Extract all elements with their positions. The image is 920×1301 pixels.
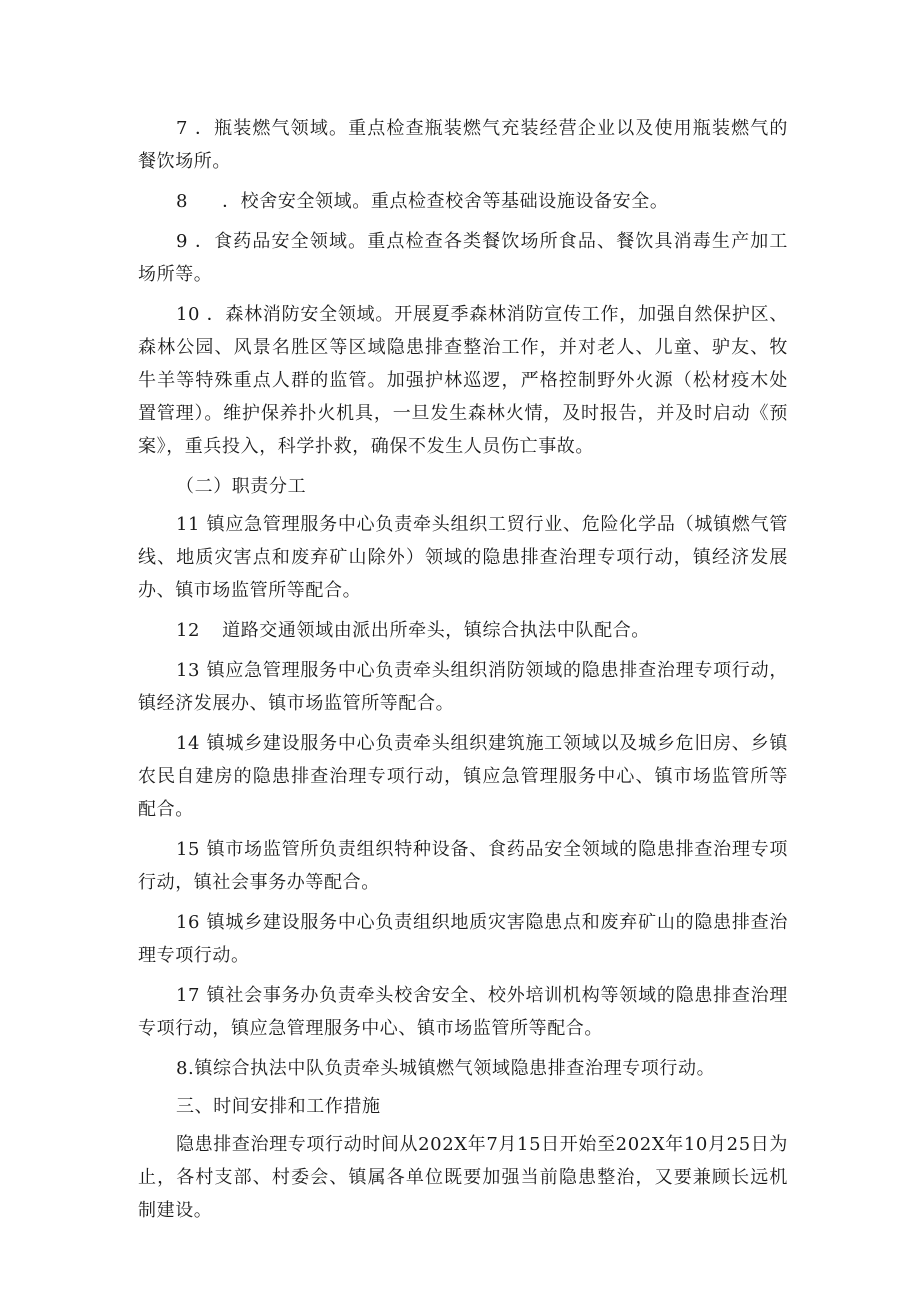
paragraph-text: 镇综合执法中队负责牵头城镇燃气领域隐患排查治理专项行动。 [194, 1058, 716, 1079]
paragraph-text: 镇市场监管所负责组织特种设备、食药品安全领域的隐患排查治理专项行动，镇社会事务办等配合。 [138, 839, 788, 893]
paragraph-item-14 [138, 727, 788, 826]
paragraph-number: 17 [176, 985, 201, 1006]
document-body [138, 112, 788, 1234]
paragraph-text: ．食药品安全领域。重点检查各类餐饮场所食品、餐饮具消毒生产加工场所等。 [138, 231, 788, 285]
section-heading-schedule [138, 1090, 788, 1123]
paragraph-text: ．瓶装燃气领域。重点检查瓶装燃气充装经营企业以及使用瓶装燃气的餐饮场所。 [138, 118, 788, 172]
paragraph-item-15 [138, 833, 788, 899]
paragraph-item-9 [138, 225, 788, 291]
paragraph-item-11 [138, 508, 788, 607]
paragraph-number: 14 [176, 733, 201, 754]
paragraph-number: 13 [176, 660, 201, 681]
paragraph-text: 隐患排查治理专项行动时间从202X年7月15日开始至202X年10月25日为止，各村支部、村委会、镇属各单位既要加强当前隐患整治，又要兼顾长远机制建设。 [138, 1134, 788, 1221]
paragraph-text: ．森林消防安全领域。开展夏季森林消防宣传工作，加强自然保护区、森林公园、风景名胜区等区域隐患排查整治工作，并对老人、儿童、驴友、牧牛羊等特殊重点人群的监管。加强护林巡逻，严格控制野外火源（松材疫木处置管理）。维护保养扑火机具，一旦发生森林火情，及时报告，并及时启动《预案》，重兵投入，科学扑救，确保不发生人员伤亡事故。 [138, 304, 788, 457]
paragraph-item-10 [138, 298, 788, 463]
paragraph-item-16 [138, 906, 788, 972]
paragraph-number: 15 [176, 839, 201, 860]
paragraph-text: 镇应急管理服务中心负责牵头组织工贸行业、危险化学品（城镇燃气管线、地质灾害点和废弃矿山除外）领域的隐患排查治理专项行动，镇经济发展办、镇市场监管所等配合。 [138, 514, 788, 601]
paragraph-schedule [138, 1128, 788, 1227]
paragraph-number: 11 [176, 514, 201, 535]
paragraph-number: 8 [176, 191, 189, 212]
paragraph-item-12 [138, 614, 788, 647]
heading-text: （二）职责分工 [176, 476, 307, 497]
paragraph-text: 镇应急管理服务中心负责牵头组织消防领域的隐患排查治理专项行动，镇经济发展办、镇市场监管所等配合。 [138, 660, 788, 714]
paragraph-text: ．校舍安全领域。重点检查校舍等基础设施设备安全。 [222, 191, 669, 212]
heading-text: 三、时间安排和工作措施 [176, 1096, 381, 1117]
paragraph-text: 镇城乡建设服务中心负责组织地质灾害隐患点和废弃矿山的隐患排查治理专项行动。 [138, 912, 788, 966]
paragraph-number: 12 [176, 620, 201, 641]
paragraph-number: 7 [176, 118, 189, 139]
paragraph-item-13 [138, 654, 788, 720]
paragraph-item-8 [138, 185, 788, 218]
paragraph-number: 16 [176, 912, 201, 933]
paragraph-number: 10 [176, 304, 201, 325]
paragraph-number: 9 [176, 231, 189, 252]
paragraph-number: 8. [176, 1058, 195, 1079]
paragraph-text: 镇社会事务办负责牵头校舍安全、校外培训机构等领域的隐患排查治理专项行动，镇应急管理服务中心、镇市场监管所等配合。 [138, 985, 788, 1039]
paragraph-text: 道路交通领域由派出所牵头，镇综合执法中队配合。 [222, 620, 650, 641]
paragraph-item-7 [138, 112, 788, 178]
section-heading-responsibilities [138, 470, 788, 503]
paragraph-item-8-enforcement [138, 1052, 788, 1085]
paragraph-item-17 [138, 979, 788, 1045]
paragraph-text: 镇城乡建设服务中心负责牵头组织建筑施工领域以及城乡危旧房、乡镇农民自建房的隐患排查治理专项行动，镇应急管理服务中心、镇市场监管所等配合。 [138, 733, 788, 820]
